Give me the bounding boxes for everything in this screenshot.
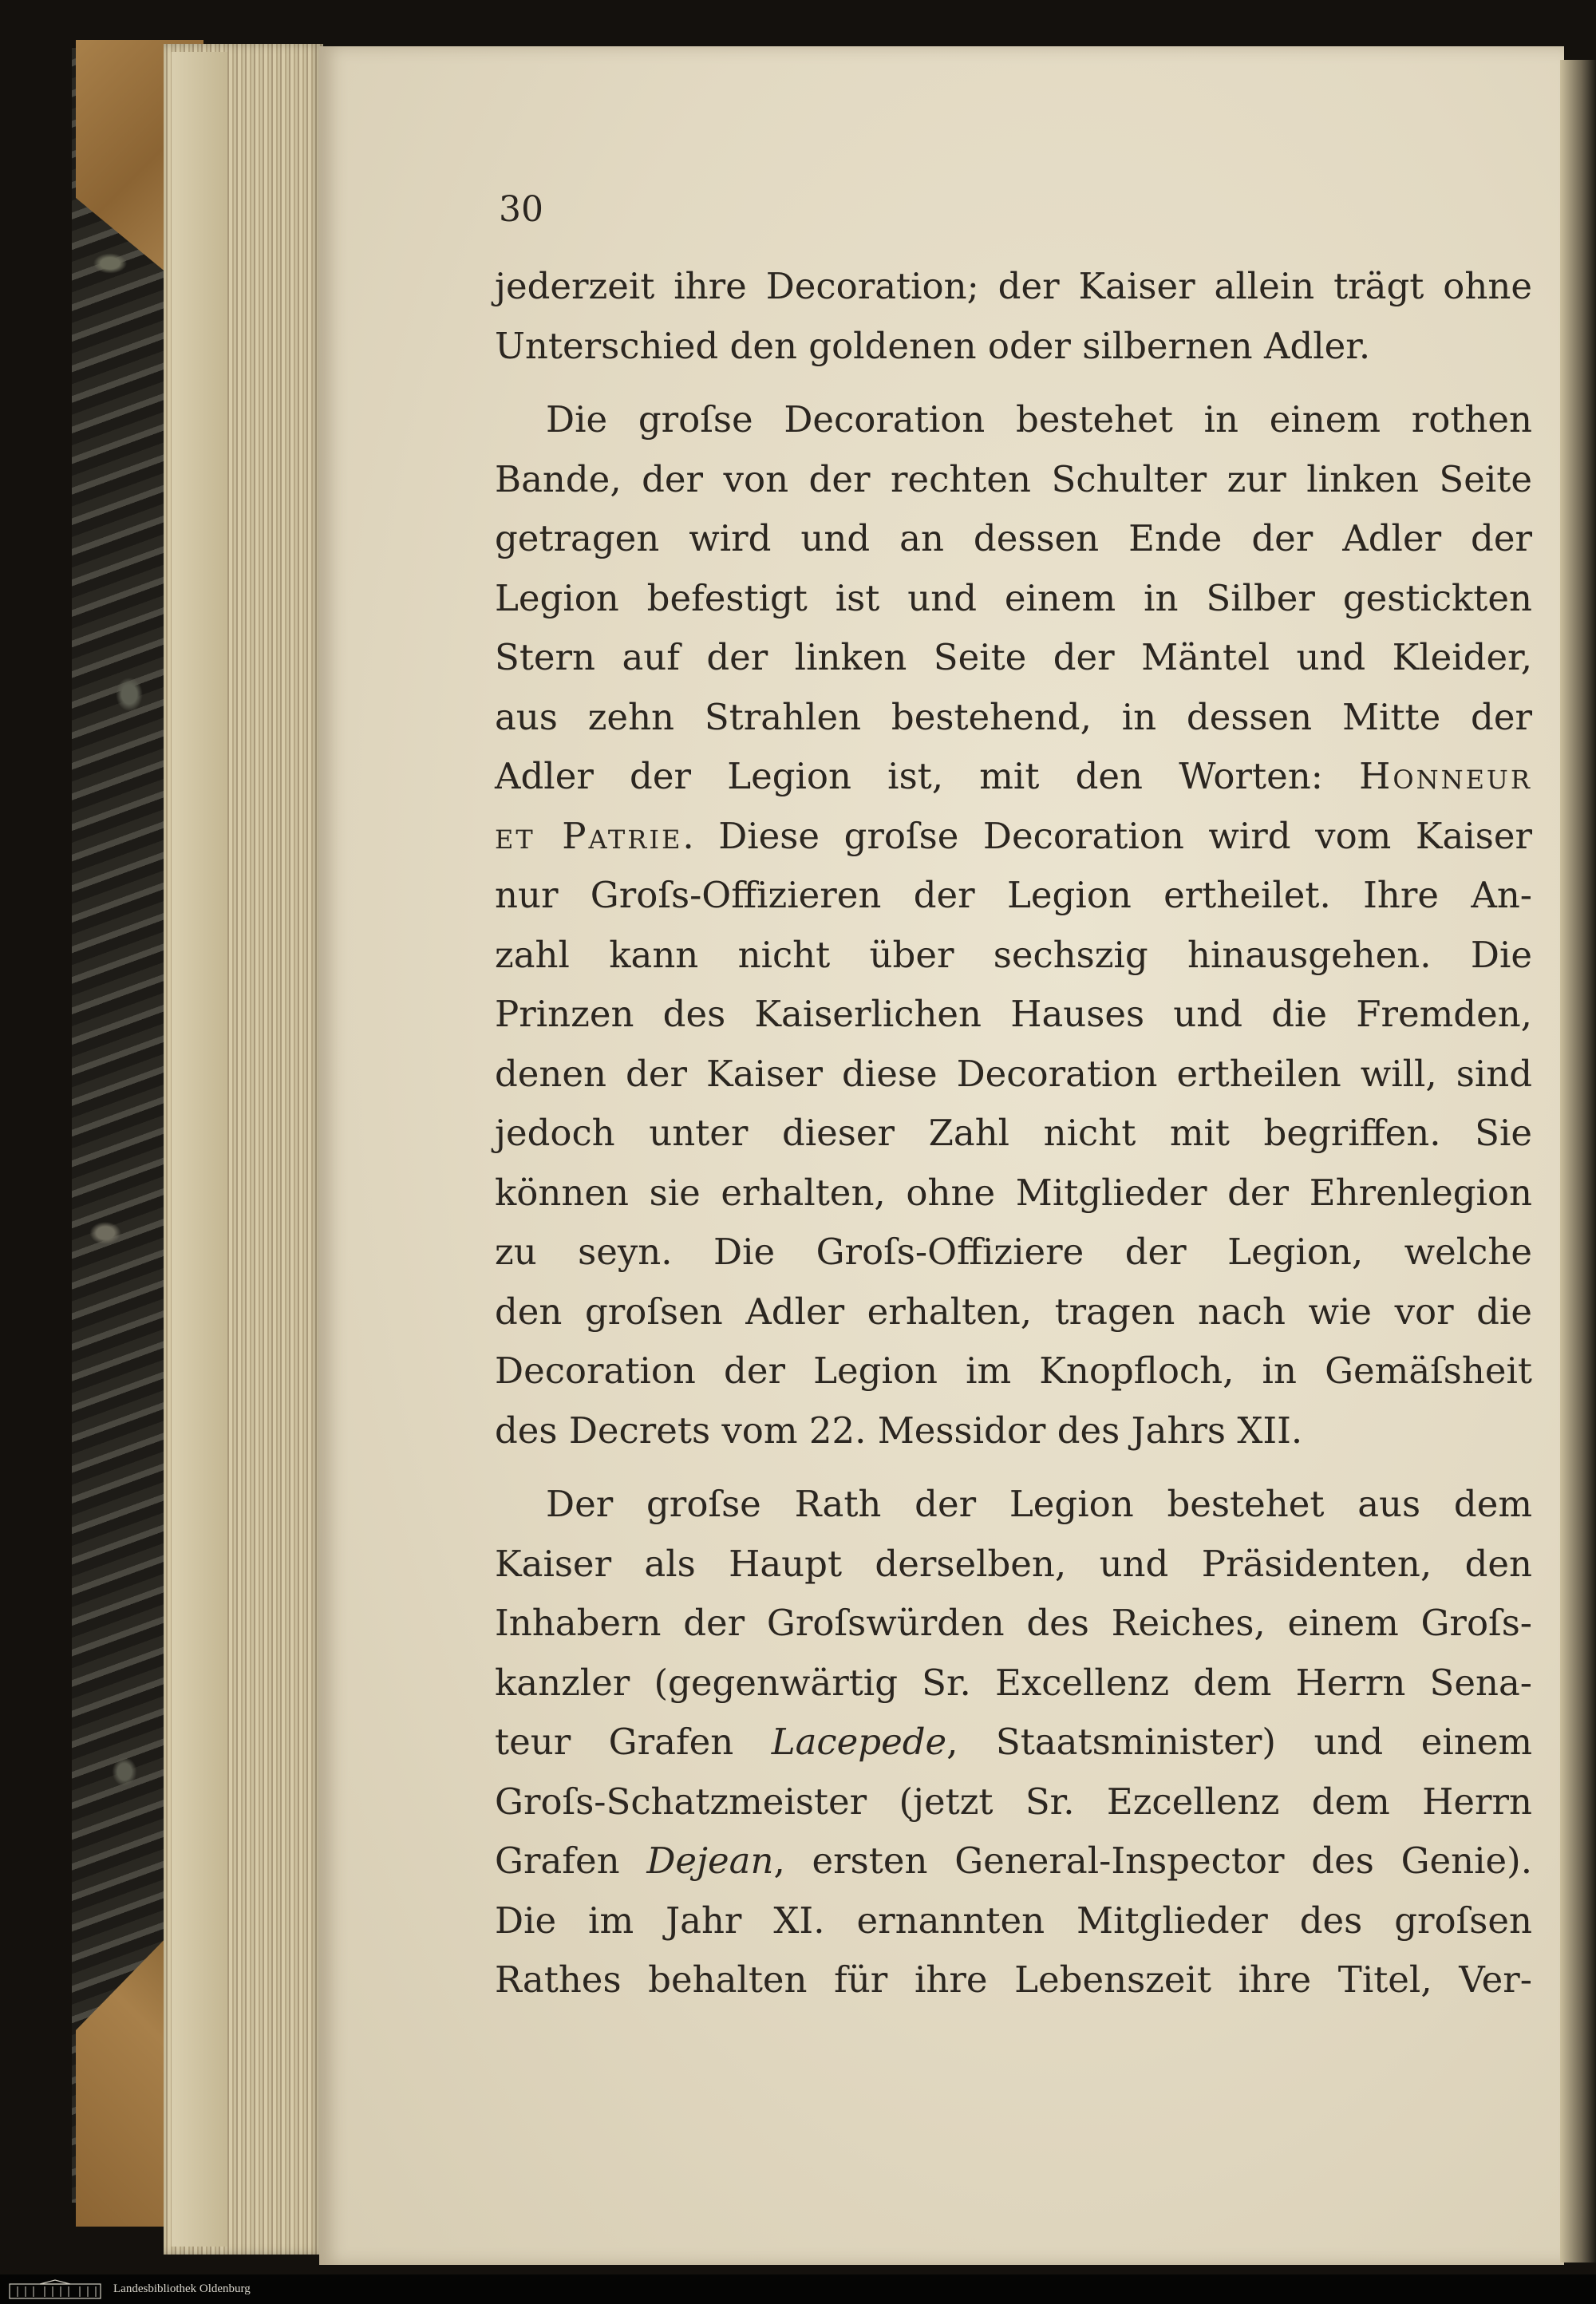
text-segment: Bande, der von der rechten Schulter zur linken Seite [495, 457, 1532, 500]
text-segment: zahl kann nicht über sechszig hinausgehen. Die [495, 933, 1532, 976]
text-segment: Der groſse Rath der Legion bestehet aus dem [546, 1483, 1532, 1525]
text-line [495, 390, 1532, 450]
paragraph-gap [495, 376, 1532, 390]
text-line [495, 257, 1532, 317]
text-segment: jedoch unter dieser Zahl nicht mit begriffen. Sie [495, 1112, 1532, 1154]
text-line [495, 317, 1532, 377]
text-segment: et Patrie [495, 814, 683, 857]
text-segment: . Diese groſse Decoration wird vom Kaiser [682, 814, 1532, 857]
text-line [495, 866, 1532, 926]
gutter-shadow [1560, 60, 1596, 2263]
text-line [495, 1164, 1532, 1223]
text-segment: Rathes behalten für ihre Lebenszeit ihre Titel, Ver- [495, 1958, 1532, 2001]
body-text [495, 184, 1532, 2010]
text-segment: Dejean [646, 1840, 774, 1882]
paragraph-gap [495, 1460, 1532, 1475]
text-line [495, 1401, 1532, 1461]
text-segment: Adler der Legion ist, mit den Worten: [495, 755, 1360, 797]
text-line [495, 1282, 1532, 1342]
text-segment: denen der Kaiser diese Decoration ertheilen will, sind [495, 1052, 1532, 1095]
footer-bar [0, 2274, 1596, 2304]
text-segment: Lacepede [771, 1721, 947, 1763]
text-segment: Honneur [1359, 755, 1532, 797]
text-segment: , Staatsminister) und einem [946, 1721, 1532, 1763]
text-line [495, 985, 1532, 1045]
library-building-icon [8, 2279, 102, 2300]
text-segment: nur Groſs-Offizieren der Legion ertheilet. Ihre An- [495, 874, 1532, 916]
text-line [495, 1772, 1532, 1832]
text-line [495, 688, 1532, 748]
text-segment: teur Grafen [495, 1721, 772, 1763]
text-segment: jederzeit ihre Decoration; der Kaiser allein trägt ohne [495, 265, 1532, 307]
text-line [495, 1891, 1532, 1951]
text-segment: kanzler (gegenwärtig Sr. Excellenz dem Herrn Sena- [495, 1661, 1532, 1704]
text-segment: den groſsen Adler erhalten, tragen nach wie vor die [495, 1290, 1532, 1333]
text-line [495, 1594, 1532, 1654]
text-segment: Die im Jahr XI. ernannten Mitglieder des groſsen [495, 1899, 1532, 1942]
text-segment: Decoration der Legion im Knopfloch, in Gemäſsheit [495, 1350, 1532, 1392]
text-segment: Kaiser als Haupt derselben, und Präsidenten, den [495, 1542, 1532, 1585]
text-segment: Die groſse Decoration bestehet in einem rothen [546, 398, 1532, 441]
text-segment: zu seyn. Die Groſs-Offiziere der Legion, welche [495, 1231, 1532, 1273]
text-line [495, 1832, 1532, 1891]
text-segment: Stern auf der linken Seite der Mäntel und Kleider, [495, 636, 1532, 678]
text-segment: Unterschied den goldenen oder silbernen Adler. [495, 324, 1371, 367]
text-line [495, 1475, 1532, 1535]
text-line [495, 1950, 1532, 2010]
text-line [495, 807, 1532, 867]
text-segment: Groſs-Schatzmeister (jetzt Sr. Ezcellenz dem Herrn [495, 1780, 1532, 1823]
text-line [495, 1223, 1532, 1282]
text-line [495, 747, 1532, 807]
text-segment: , ersten General-Inspector des Genie). [773, 1840, 1533, 1882]
text-segment: getragen wird und an dessen Ende der Adler der [495, 517, 1532, 559]
page-stack-front [172, 52, 227, 2247]
text-segment: Legion befestigt ist und einem in Silber gestickten [495, 576, 1532, 619]
text-line [495, 926, 1532, 986]
text-line [495, 1104, 1532, 1164]
text-line [495, 1342, 1532, 1401]
text-line [495, 569, 1532, 629]
text-line [495, 1045, 1532, 1105]
text-segment: Grafen [495, 1840, 647, 1882]
library-name: Landesbibliothek Oldenburg [113, 2282, 251, 2295]
text-segment: aus zehn Strahlen bestehend, in dessen Mitte der [495, 695, 1532, 738]
text-line [495, 1713, 1532, 1772]
marbled-cover [72, 48, 168, 2203]
text-segment: können sie erhalten, ohne Mitglieder der Ehrenlegion [495, 1171, 1532, 1214]
text-segment: des Decrets vom 22. Messidor des Jahrs XII. [495, 1409, 1303, 1452]
text-line [495, 628, 1532, 688]
text-line [495, 509, 1532, 569]
text-line [495, 1654, 1532, 1713]
page-number: 30 [499, 189, 543, 230]
text-line [495, 450, 1532, 510]
text-segment: Inhabern der Groſswürden des Reiches, einem Groſs- [495, 1602, 1532, 1644]
text-segment: Prinzen des Kaiserlichen Hauses und die Fremden, [495, 993, 1532, 1035]
text-line [495, 1535, 1532, 1595]
